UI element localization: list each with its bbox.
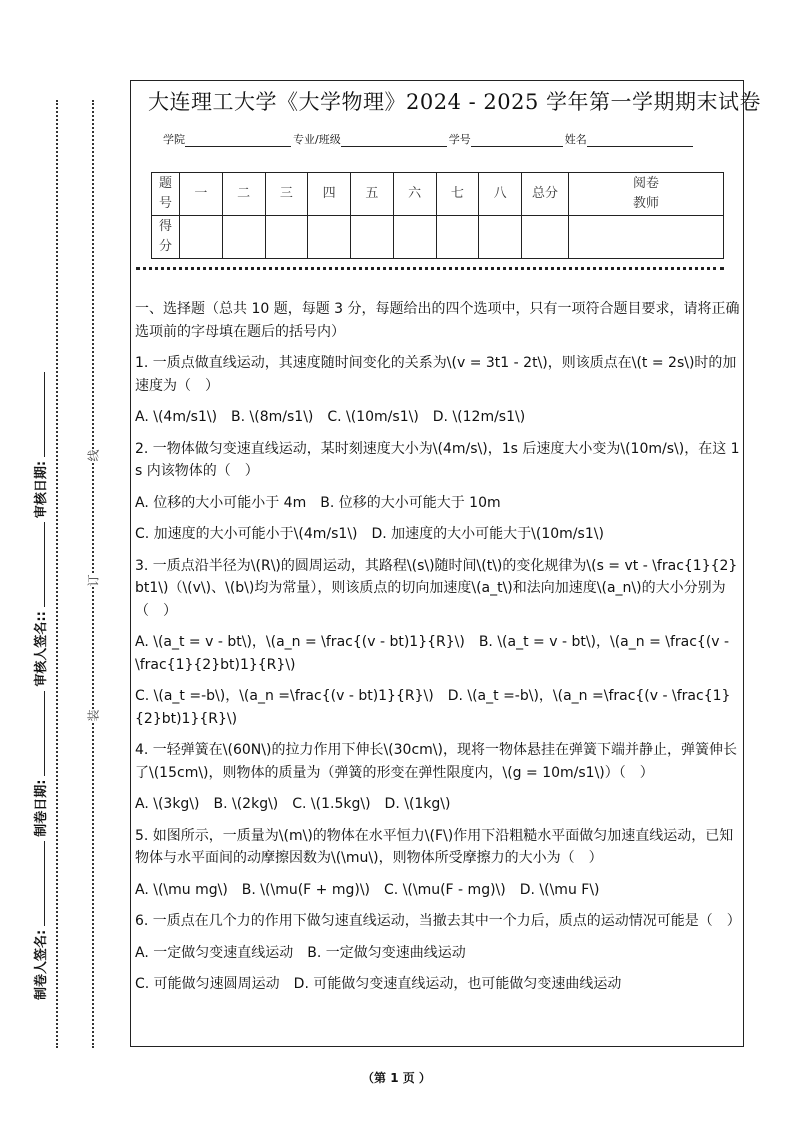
header-cell: 八 [479, 173, 522, 216]
question-2: 2. 一物体做匀变速直线运动，某时刻速度大小为\(4m/s\)，1s 后速度大小变为\(10m/s\)，在这 1s 内该物体的（ ） [135, 440, 740, 479]
score-header-row [152, 173, 724, 216]
binding-mark-xian: 线 [86, 449, 101, 462]
score-cell[interactable] [479, 216, 522, 259]
signature-strip [30, 368, 49, 1000]
name-field[interactable] [587, 132, 693, 147]
question-2-options-cd: C. 加速度的大小可能小于\(4m/s1\) D. 加速度的大小可能大于\(10m/s1\) [135, 526, 604, 542]
score-cell[interactable] [180, 216, 223, 259]
score-cell[interactable] [569, 216, 724, 259]
name-label: 姓名 [564, 133, 587, 146]
question-6-options-ab: A. 一定做匀变速直线运动 B. 一定做匀变速曲线运动 [135, 944, 466, 961]
score-cell[interactable] [351, 216, 394, 259]
question-6-options-cd: C. 可能做匀速圆周运动 D. 可能做匀变速直线运动，也可能做匀变速曲线运动 [135, 976, 622, 992]
major-label: 专业/班级 [293, 133, 341, 146]
question-3-options-ab: A. \(a_t = v - bt\)，\(a_n = \frac{(v - bt)1}{R}\) B. \(a_t = v - bt\)，\(a_n = \frac{(v - \frac{1}{2}bt)1}{R}\) [135, 634, 730, 673]
college-field[interactable] [185, 132, 291, 147]
review-date-label: 审核日期: [34, 460, 49, 519]
question-2-options-ab: A. 位移的大小可能小于 4m B. 位移的大小可能大于 10m [135, 494, 501, 511]
question-5: 5. 如图所示，一质量为\(m\)的物体在水平恒力\(F\)作用下沿粗糙水平面做匀加速直线运动，已知物体与水平面间的动摩擦因数为\(\mu\)，则物体所受摩擦力的大小为（ ） [135, 827, 734, 866]
header-cell: 五 [351, 173, 394, 216]
student-id-field[interactable] [471, 132, 563, 147]
header-cell: 七 [436, 173, 479, 216]
college-label: 学院 [163, 133, 185, 146]
score-cell[interactable] [222, 216, 265, 259]
header-cell: 六 [393, 173, 436, 216]
page-number: （第 1 页 ） [362, 1071, 431, 1085]
header-cell: 一 [180, 173, 223, 216]
header-cell: 二 [222, 173, 265, 216]
section-heading: 一、选择题（总共 10 题，每题 3 分，每题给出的四个选项中，只有一项符合题目要求，请将正确选项前的字母填在题后的括号内） [135, 301, 740, 340]
header-cell: 总分 [522, 173, 569, 216]
score-row [152, 216, 724, 259]
major-field[interactable] [341, 132, 447, 147]
seal-line-outer [56, 100, 58, 1048]
reviewer-signature-field[interactable] [34, 522, 45, 607]
binding-mark-zhuang: 装 [86, 709, 101, 722]
question-4-options: A. \(3kg\) B. \(2kg\) C. \(1.5kg\) D. \(1kg\) [135, 796, 451, 812]
reviewer-signature-label: 审核人签名:: [34, 611, 49, 687]
student-id-label: 学号 [448, 133, 471, 146]
score-cell[interactable] [308, 216, 351, 259]
header-cell: 题 号 [152, 173, 180, 216]
setter-signature-label: 制卷人签名: [34, 929, 49, 1000]
score-cell[interactable] [265, 216, 308, 259]
question-1: 1. 一质点做直线运动，其速度随时间变化的关系为\(v = 3t1 - 2t\)，则该质点在\(t = 2s\)时的加速度为（ ） [135, 355, 737, 394]
question-5-options: A. \(\mu mg\) B. \(\mu(F + mg)\) C. \(\mu(F - mg)\) D. \(\mu F\) [135, 881, 600, 898]
header-cell: 阅卷 教师 [569, 173, 724, 216]
question-3-options-cd: C. \(a_t =-b\)，\(a_n =\frac{(v - bt)1}{R}\) D. \(a_t =-b\)，\(a_n =\frac{(v - \frac{1}{2}bt)1}{R}\) [135, 688, 731, 727]
score-cell[interactable] [393, 216, 436, 259]
dotted-separator [136, 267, 724, 270]
header-cell: 三 [265, 173, 308, 216]
question-6: 6. 一质点在几个力的作用下做匀速直线运动，当撤去其中一个力后，质点的运动情况可能是（ ） [135, 913, 741, 929]
header-cell: 四 [308, 173, 351, 216]
question-4: 4. 一轻弹簧在\(60N\)的拉力作用下伸长\(30cm\)，现将一物体悬挂在弹簧下端并静止，弹簧伸长了\(15cm\)，则物体的质量为（弹簧的形变在弹性限度内，\(g = 10m/s1\)）（ ） [135, 742, 737, 781]
question-3: 3. 一质点沿半径为\(R\)的圆周运动，其路程\(s\)随时间\(t\)的变化规律为\(s = vt - \frac{1}{2}bt1\)（\(v\)、\(b\)均为常量），则该质点的切向加速度\(a_t\)和法向加速度\(a_n\)的大小分别为（ ） [135, 557, 738, 619]
score-cell[interactable] [522, 216, 569, 259]
set-date-label: 制卷日期: [34, 779, 49, 837]
student-info-fields [163, 131, 695, 147]
score-label-cell: 得 分 [152, 216, 180, 259]
set-date-field[interactable] [34, 691, 45, 776]
score-table [151, 172, 724, 259]
score-cell[interactable] [436, 216, 479, 259]
review-date-field[interactable] [34, 372, 45, 457]
question-1-options: A. \(4m/s1\) B. \(8m/s1\) C. \(10m/s1\) D. \(12m/s1\) [135, 409, 526, 425]
page-title: 大连理工大学《大学物理》2024 - 2025 学年第一学期期末试卷 [148, 90, 762, 114]
binding-mark-ding: 订 [86, 574, 101, 587]
setter-signature-field[interactable] [34, 841, 45, 926]
question-body [135, 298, 741, 1005]
